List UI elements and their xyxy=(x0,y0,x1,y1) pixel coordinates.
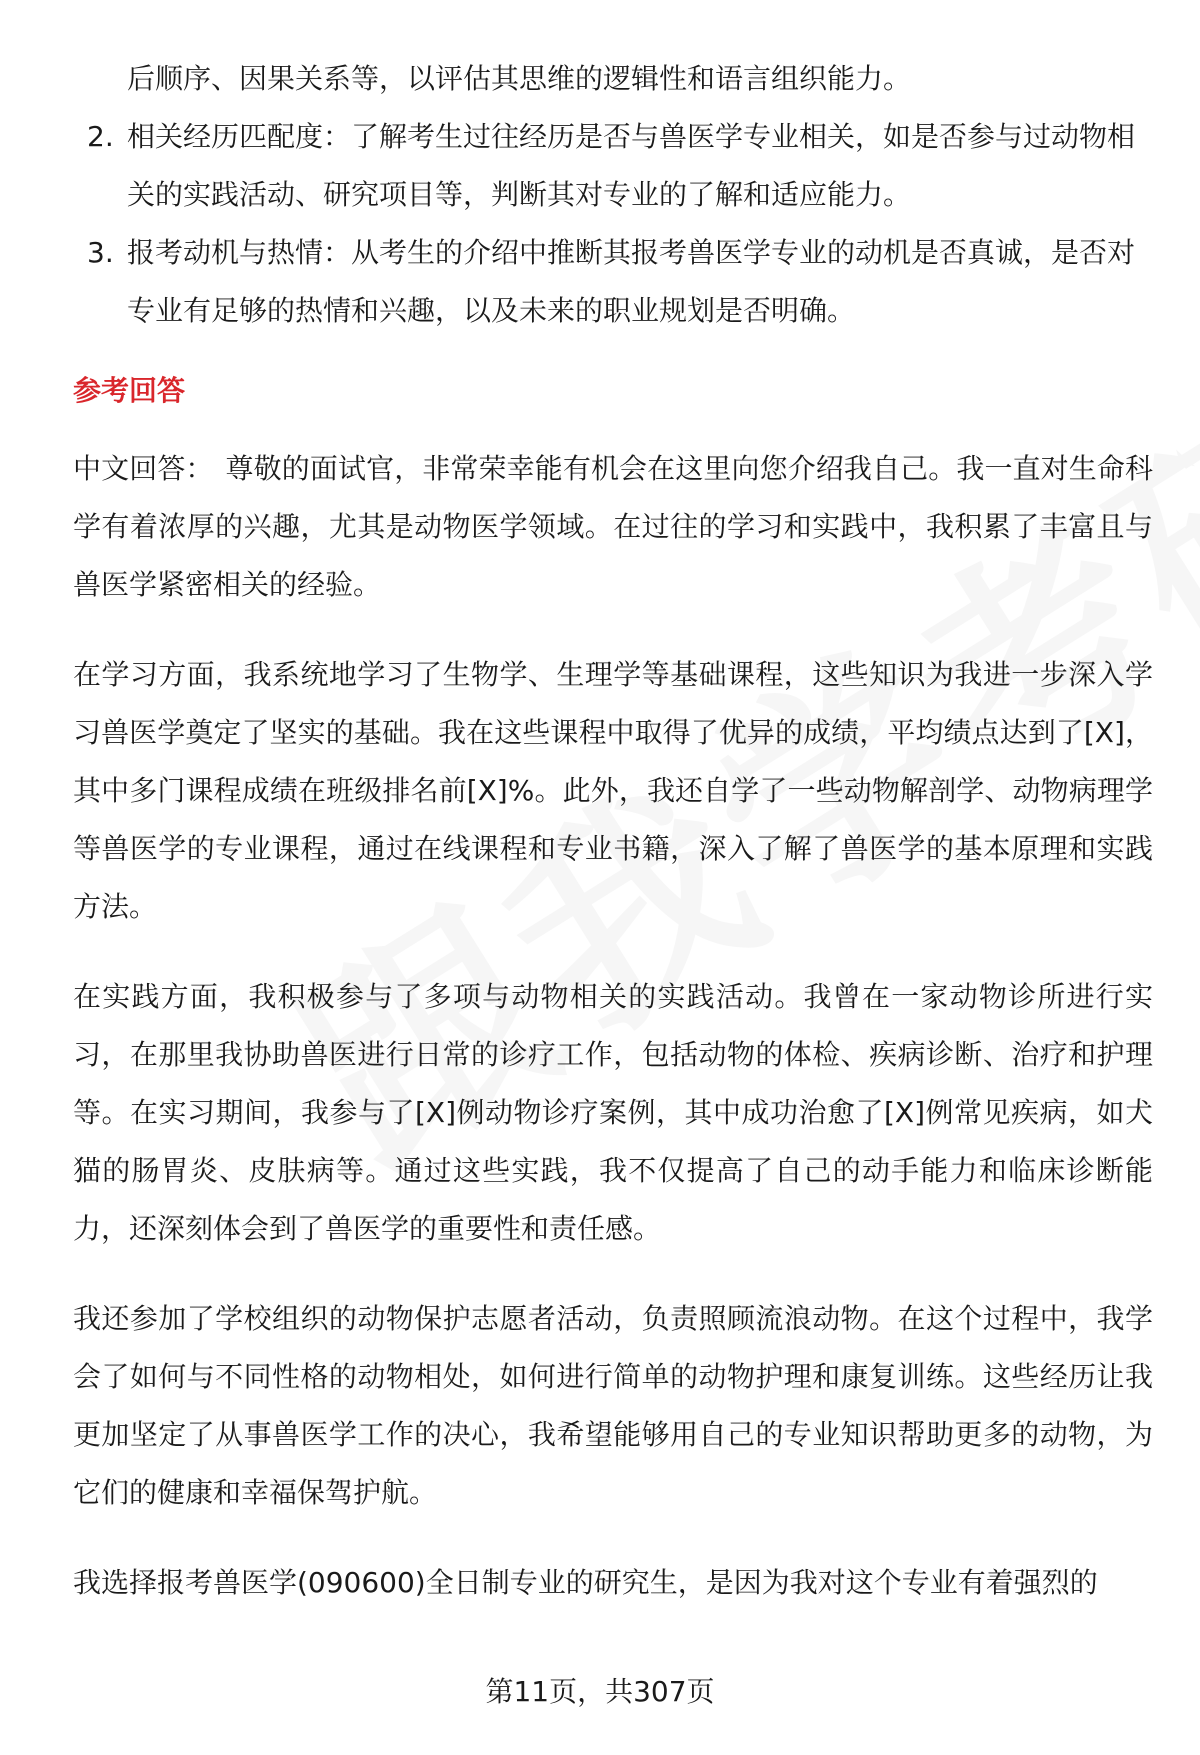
answer-paragraph: 在学习方面，我系统地学习了生物学、生理学等基础课程，这些知识为我进一步深入学习兽医学奠定了坚实的基础。我在这些课程中取得了优异的成绩，平均绩点达到了[X]，其中多门课程成绩在班级排名前[X]%。此外，我还自学了一些动物解剖学、动物病理学等兽医学的专业课程，通过在线课程和专业书籍，深入了解了兽医学的基本原理和实践方法。 xyxy=(73,658,1153,923)
criteria-list xyxy=(73,108,1153,340)
answer-paragraph: 我选择报考兽医学(090600)全日制专业的研究生，是因为我对这个专业有着强烈的 xyxy=(73,1566,1098,1599)
list-item-text: 报考动机与热情：从考生的介绍中推断其报考兽医学专业的动机是否真诚，是否对专业有足够的热情和兴趣，以及未来的职业规划是否明确。 xyxy=(127,236,1136,327)
list-item-number: 3. xyxy=(87,236,114,269)
answer-paragraph: 在实践方面，我积极参与了多项与动物相关的实践活动。我曾在一家动物诊所进行实习，在那里我协助兽医进行日常的诊疗工作，包括动物的体检、疾病诊断、治疗和护理等。在实习期间，我参与了[X]例动物诊疗案例，其中成功治愈了[X]例常见疾病，如犬猫的肠胃炎、皮肤病等。通过这些实践，我不仅提高了自己的动手能力和临床诊断能力，还深刻体会到了兽医学的重要性和责任感。 xyxy=(73,980,1153,1245)
reference-answer-heading: 参考回答 xyxy=(73,374,186,407)
list-item xyxy=(73,224,1153,340)
answer-paragraph: 我还参加了学校组织的动物保护志愿者活动，负责照顾流浪动物。在这个过程中，我学会了如何与不同性格的动物相处，如何进行简单的动物护理和康复训练。这些经历让我更加坚定了从事兽医学工作的决心，我希望能够用自己的专业知识帮助更多的动物，为它们的健康和幸福保驾护航。 xyxy=(73,1302,1153,1509)
list-item-number: 2. xyxy=(87,120,114,153)
list-item-text: 相关经历匹配度：了解考生过往经历是否与兽医学专业相关，如是否参与过动物相关的实践活动、研究项目等，判断其对专业的了解和适应能力。 xyxy=(127,120,1136,211)
list-item xyxy=(73,108,1153,224)
answer-label: 中文回答： xyxy=(73,452,214,485)
page-content xyxy=(73,50,1153,1644)
page-number: 第11页，共307页 xyxy=(485,1675,715,1708)
answer-paragraph xyxy=(73,440,1153,614)
criteria-continuation: 后顺序、因果关系等，以评估其思维的逻辑性和语言组织能力。 xyxy=(127,62,912,95)
paragraph-text: 尊敬的面试官，非常荣幸能有机会在这里向您介绍我自己。我一直对生命科学有着浓厚的兴趣，尤其是动物医学领域。在过往的学习和实践中，我积累了丰富且与兽医学紧密相关的经验。 xyxy=(73,452,1153,601)
